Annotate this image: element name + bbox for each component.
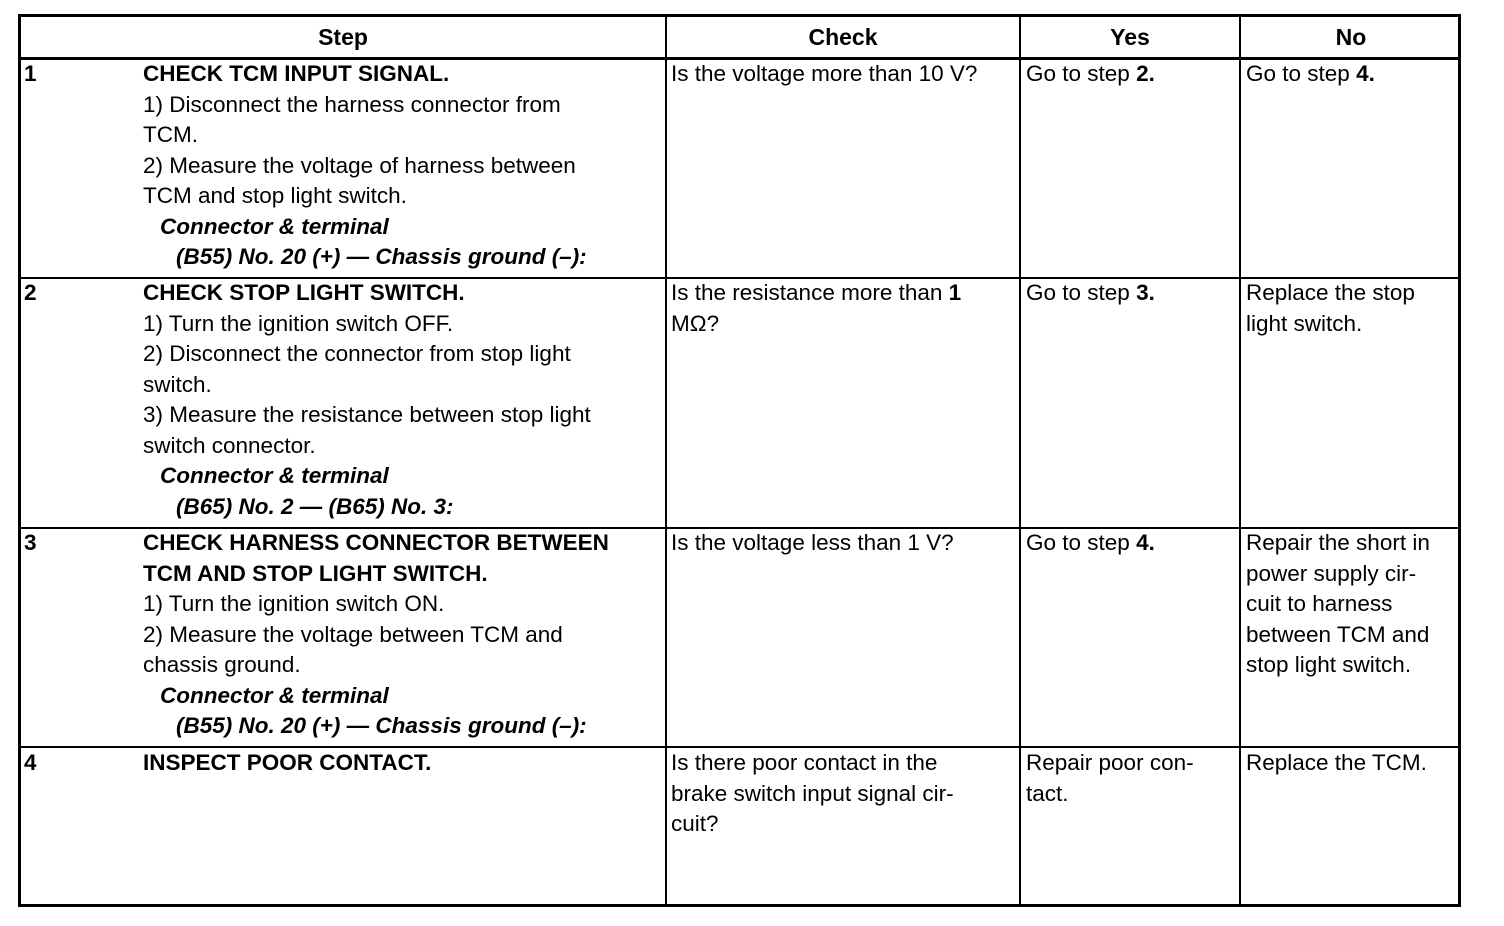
step-description [143,59,663,273]
check-line: brake switch input signal cir- [671,780,954,806]
step-number: 2 [24,280,37,305]
instruction-line: switch. [143,371,212,397]
no-line: Replace the stop [1246,280,1415,305]
column-divider [665,17,667,904]
header-no: No [1335,24,1367,50]
no-line: Repair the short in [1246,530,1430,555]
step-number: 3 [24,530,37,555]
header-check: Check [808,24,878,50]
check-text [671,278,1016,339]
check-line: Is there poor contact in the [671,750,938,775]
connector-label: Connector & terminal [160,213,389,239]
check-text [671,528,1016,559]
instruction-line: chassis ground. [143,652,301,677]
instruction-line: 3) Measure the resistance between stop light [143,402,591,427]
no-text [1246,528,1458,681]
connector-value: (B65) No. 2 — (B65) No. 3: [176,493,454,519]
check-line: Is the voltage less than 1 V? [671,530,954,555]
no-line: between TCM and [1246,621,1430,647]
yes-line: tact. [1026,780,1069,806]
check-text [671,748,1016,840]
connector-label: Connector & terminal [160,463,389,488]
yes-prefix: Go to step [1026,61,1137,86]
yes-text [1026,748,1236,809]
step-description [143,748,663,779]
header-yes: Yes [1110,24,1150,50]
check-line: cuit? [671,811,719,836]
instruction-line: 1) Disconnect the harness connector from [143,91,561,117]
connector-label: Connector & terminal [160,682,389,708]
no-line: Replace the TCM. [1246,750,1427,775]
step-description [143,528,663,742]
no-prefix: Go to step [1246,61,1357,86]
step-title: CHECK STOP LIGHT SWITCH. [143,280,465,305]
instruction-line: 2) Measure the voltage of harness between [143,152,576,178]
instruction-line: switch connector. [143,432,316,458]
no-line: stop light switch. [1246,652,1412,677]
step-title: CHECK HARNESS CONNECTOR BETWEEN [143,530,609,555]
check-line: Is the voltage more than 10 V? [671,61,978,86]
step-description [143,278,663,522]
instruction-line: 1) Turn the ignition switch OFF. [143,310,454,336]
no-line: light switch. [1246,310,1363,336]
instruction-line: 2) Measure the voltage between TCM and [143,621,563,647]
no-text [1246,278,1458,339]
header-step: Step [318,24,368,50]
check-text [671,59,1016,90]
step-title: CHECK TCM INPUT SIGNAL. [143,61,450,86]
column-divider [1239,17,1241,904]
step-number: 1 [24,61,37,86]
column-divider [1019,17,1021,904]
no-text [1246,59,1458,90]
check-line: MΩ? [671,310,720,336]
instruction-line: 1) Turn the ignition switch ON. [143,591,445,616]
no-text [1246,748,1458,779]
connector-value: (B55) No. 20 (+) — Chassis ground (–): [176,713,587,738]
yes-prefix: Go to step [1026,530,1137,555]
no-line: cuit to harness [1246,591,1393,616]
yes-text [1026,59,1236,90]
yes-text [1026,278,1236,309]
yes-step: 2. [1136,61,1155,86]
instruction-line: 2) Disconnect the connector from stop light [143,341,571,366]
step-number: 4 [24,750,37,775]
check-line [671,278,1016,309]
connector-value: (B55) No. 20 (+) — Chassis ground (–): [176,244,587,269]
step-title: TCM AND STOP LIGHT SWITCH. [143,560,488,586]
yes-line: Repair poor con- [1026,750,1194,775]
no-line: power supply cir- [1246,560,1417,586]
yes-prefix: Go to step [1026,280,1137,305]
step-title: INSPECT POOR CONTACT. [143,750,432,775]
check-prefix: Is the resistance more than [671,280,949,305]
instruction-line: TCM. [143,122,198,147]
diagnostic-table [18,14,1461,907]
yes-step: 4. [1136,530,1155,555]
no-step: 4. [1356,61,1375,86]
instruction-line: TCM and stop light switch. [143,183,407,208]
yes-step: 3. [1136,280,1155,305]
check-value: 1 [948,280,962,305]
yes-text [1026,528,1236,559]
